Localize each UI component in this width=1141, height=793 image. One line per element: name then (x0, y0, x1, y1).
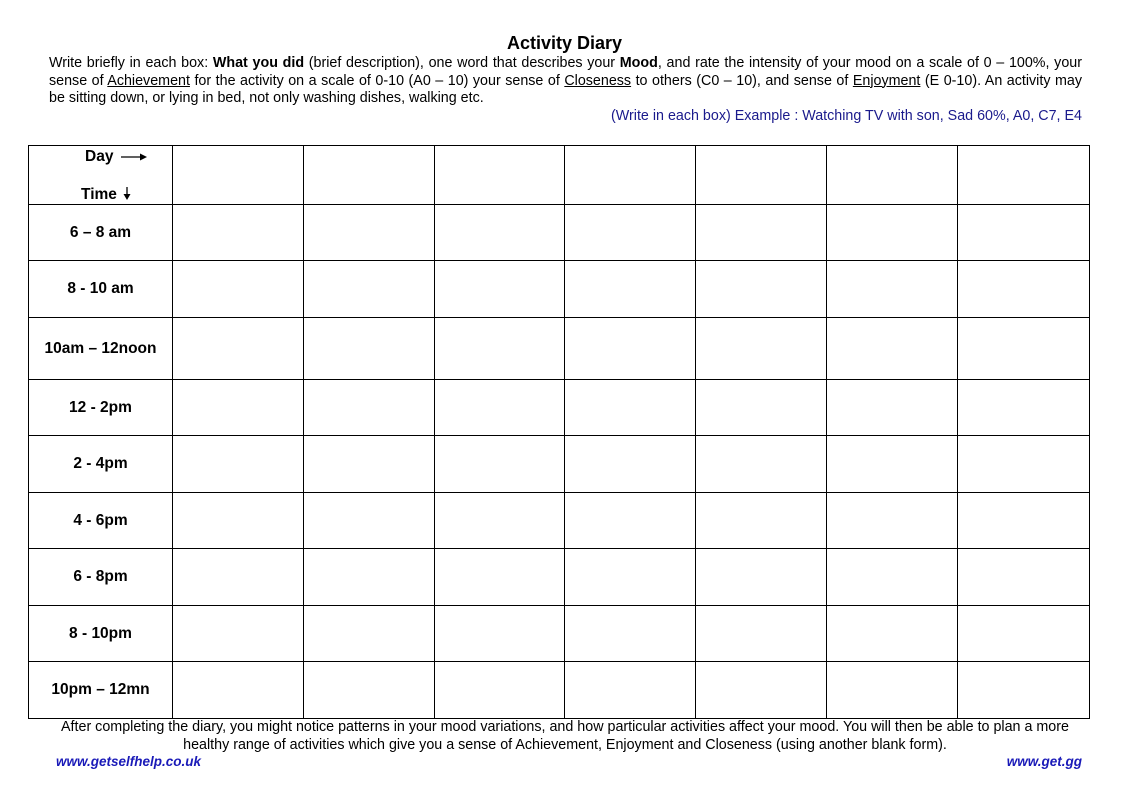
diary-entry-cell[interactable] (173, 261, 304, 318)
diary-entry-cell[interactable] (565, 493, 696, 549)
arrow-right-icon (121, 153, 147, 161)
diary-entry-cell[interactable] (827, 318, 958, 380)
diary-entry-cell[interactable] (435, 662, 565, 719)
closeness-label: Closeness (564, 72, 632, 89)
day-column-header-4[interactable] (565, 146, 696, 205)
table-row (29, 205, 1090, 261)
time-slot-label: 2 - 4pm (29, 436, 173, 493)
diary-entry-cell[interactable] (958, 493, 1090, 549)
day-column-header-2[interactable] (304, 146, 435, 205)
diary-entry-cell[interactable] (435, 493, 565, 549)
diary-entry-cell[interactable] (958, 380, 1090, 436)
time-slot-label: 6 - 8pm (29, 549, 173, 606)
diary-entry-cell[interactable] (304, 662, 435, 719)
time-header (81, 186, 131, 204)
diary-entry-cell[interactable] (435, 205, 565, 261)
diary-entry-cell[interactable] (304, 436, 435, 493)
diary-entry-cell[interactable] (696, 662, 827, 719)
diary-entry-cell[interactable] (958, 436, 1090, 493)
day-time-header-cell (29, 146, 173, 205)
time-slot-label: 10pm – 12mn (29, 662, 173, 719)
diary-entry-cell[interactable] (435, 549, 565, 606)
table-header-row (29, 146, 1090, 205)
time-slot-label: 10am – 12noon (29, 318, 173, 380)
diary-entry-cell[interactable] (565, 662, 696, 719)
diary-entry-cell[interactable] (565, 261, 696, 318)
table-row (29, 318, 1090, 380)
diary-entry-cell[interactable] (304, 549, 435, 606)
diary-entry-cell[interactable] (565, 380, 696, 436)
day-column-header-7[interactable] (958, 146, 1090, 205)
diary-entry-cell[interactable] (435, 318, 565, 380)
diary-entry-cell[interactable] (696, 380, 827, 436)
instructions-paragraph (49, 55, 1082, 108)
table-row (29, 606, 1090, 662)
achievement-label: Achievement (107, 72, 190, 89)
instructions-text-6: (E 0-10). An activity may be sitting down, or lying in bed, not only washing dishes, walking etc. (49, 72, 1082, 106)
diary-entry-cell[interactable] (827, 261, 958, 318)
diary-entry-cell[interactable] (696, 436, 827, 493)
diary-entry-cell[interactable] (565, 549, 696, 606)
diary-entry-cell[interactable] (304, 380, 435, 436)
diary-entry-cell[interactable] (827, 549, 958, 606)
diary-entry-cell[interactable] (827, 662, 958, 719)
what-you-did-label: What you did (212, 55, 305, 71)
diary-entry-cell[interactable] (827, 436, 958, 493)
time-slot-label: 8 - 10 am (29, 261, 173, 318)
diary-entry-cell[interactable] (435, 606, 565, 662)
diary-entry-cell[interactable] (565, 436, 696, 493)
diary-entry-cell[interactable] (304, 205, 435, 261)
table-row (29, 261, 1090, 318)
diary-entry-cell[interactable] (958, 662, 1090, 719)
instructions-text-3: , and rate the intensity of your mood on a scale of 0 – 100%, your sense of (49, 55, 1082, 89)
diary-entry-cell[interactable] (304, 606, 435, 662)
day-column-header-1[interactable] (173, 146, 304, 205)
diary-entry-cell[interactable] (958, 261, 1090, 318)
diary-entry-cell[interactable] (173, 493, 304, 549)
diary-entry-cell[interactable] (827, 606, 958, 662)
diary-entry-cell[interactable] (435, 261, 565, 318)
diary-entry-cell[interactable] (696, 205, 827, 261)
day-column-header-5[interactable] (696, 146, 827, 205)
table-row (29, 662, 1090, 719)
diary-entry-cell[interactable] (696, 606, 827, 662)
day-column-header-3[interactable] (435, 146, 565, 205)
enjoyment-label: Enjoyment (852, 72, 921, 89)
diary-entry-cell[interactable] (827, 205, 958, 261)
diary-entry-cell[interactable] (173, 436, 304, 493)
diary-entry-cell[interactable] (696, 549, 827, 606)
diary-entry-cell[interactable] (304, 261, 435, 318)
diary-entry-cell[interactable] (565, 205, 696, 261)
example-text: (Write in each box) Example : Watching TV with son, Sad 60%, A0, C7, E4 (611, 108, 1082, 124)
diary-entry-cell[interactable] (173, 380, 304, 436)
diary-entry-cell[interactable] (827, 380, 958, 436)
diary-entry-cell[interactable] (958, 606, 1090, 662)
instructions-text-1: Write briefly in each box: (49, 55, 213, 71)
diary-entry-cell[interactable] (435, 436, 565, 493)
diary-entry-cell[interactable] (173, 205, 304, 261)
day-header-label: Day (85, 148, 114, 165)
diary-entry-cell[interactable] (958, 205, 1090, 261)
page-title: Activity Diary (506, 33, 623, 53)
mood-label: Mood (619, 55, 658, 71)
diary-entry-cell[interactable] (173, 606, 304, 662)
instructions-text-5: to others (C0 – 10), and sense of (631, 72, 853, 89)
table-row (29, 549, 1090, 606)
website-link-getgg[interactable]: www.get.gg (1006, 754, 1082, 769)
diary-entry-cell[interactable] (696, 493, 827, 549)
time-slot-label: 12 - 2pm (29, 380, 173, 436)
diary-entry-cell[interactable] (304, 493, 435, 549)
time-header-label: Time (81, 186, 117, 203)
footer-note: After completing the diary, you might notice patterns in your mood variations, and how particular activities affect your mood. You will then be able to plan a more healthy range of activities which give you a sense of Achievement, Enjoyment and Closeness (using another blank form). (61, 719, 1069, 753)
diary-entry-cell[interactable] (435, 380, 565, 436)
table-row (29, 380, 1090, 436)
diary-entry-cell[interactable] (304, 318, 435, 380)
diary-entry-cell[interactable] (958, 549, 1090, 606)
time-slot-label: 4 - 6pm (29, 493, 173, 549)
table-row (29, 436, 1090, 493)
diary-entry-cell[interactable] (827, 493, 958, 549)
time-slot-label: 6 – 8 am (29, 205, 173, 261)
diary-entry-cell[interactable] (696, 318, 827, 380)
diary-entry-cell[interactable] (696, 261, 827, 318)
diary-entry-cell[interactable] (173, 662, 304, 719)
instructions-text-2: (brief description), one word that describes your (304, 55, 620, 71)
day-column-header-6[interactable] (827, 146, 958, 205)
website-link-getselfhelp[interactable]: www.getselfhelp.co.uk (56, 754, 202, 769)
diary-entry-cell[interactable] (565, 318, 696, 380)
diary-entry-cell[interactable] (173, 549, 304, 606)
activity-diary-table (28, 145, 1090, 719)
diary-entry-cell[interactable] (173, 318, 304, 380)
time-slot-label: 8 - 10pm (29, 606, 173, 662)
arrow-down-icon (123, 187, 131, 200)
diary-entry-cell[interactable] (958, 318, 1090, 380)
diary-entry-cell[interactable] (565, 606, 696, 662)
instructions-text-4: for the activity on a scale of 0-10 (A0 – 10) your sense of (189, 72, 565, 89)
table-row (29, 493, 1090, 549)
day-header (85, 148, 147, 166)
